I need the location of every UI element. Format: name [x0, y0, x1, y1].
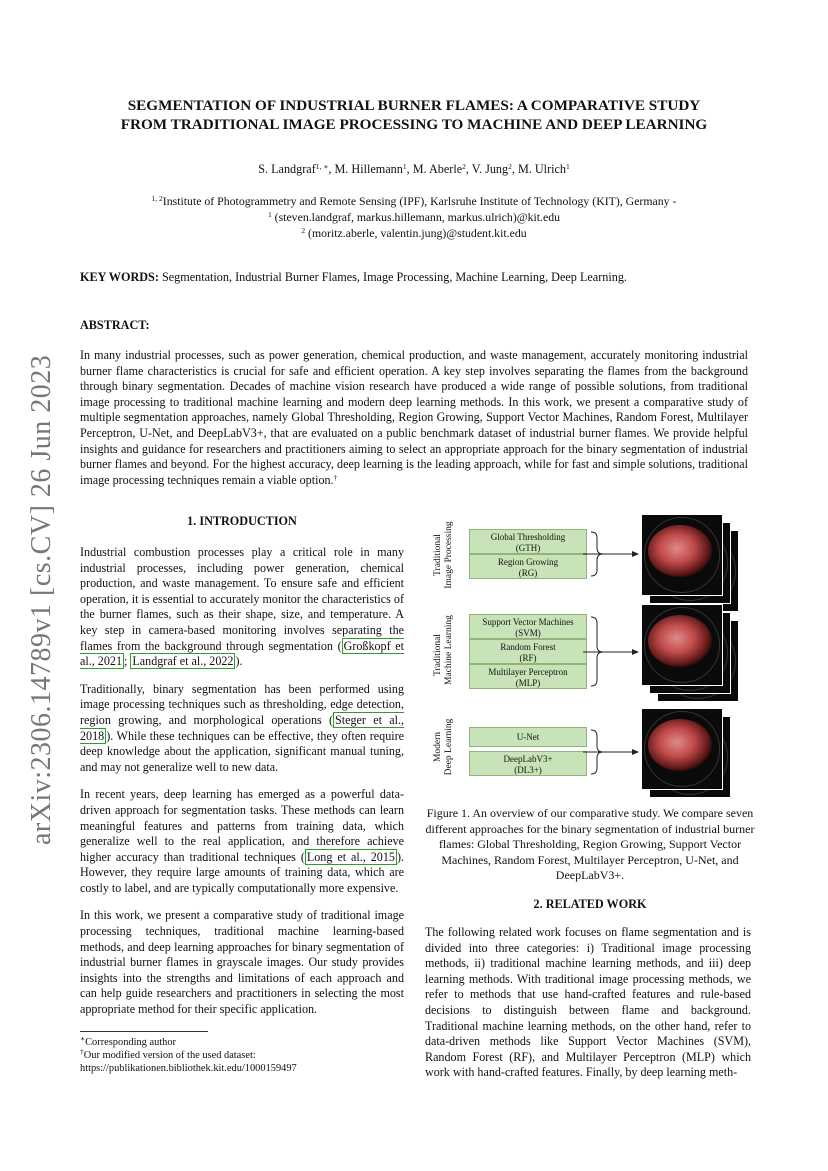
author-sup: 1, ∗ [315, 162, 329, 171]
citation-link[interactable]: Steger et al., 2018 [80, 712, 404, 743]
intro-section [80, 545, 404, 1030]
related-work-heading: 2. RELATED WORK [533, 897, 647, 911]
paper-title [60, 96, 768, 134]
affil-sup: 1, 2 [151, 194, 163, 203]
affil-text: Institute of Photogrammetry and Remote Sensing (IPF), Karlsruhe Institute of Technology (KIT), Germany - [162, 194, 677, 208]
method-name: Random Forest [500, 642, 556, 652]
author-list [60, 162, 768, 177]
footnote-mark: ∗ [80, 1034, 86, 1043]
related-work-section [425, 925, 751, 1093]
footnote-url[interactable]: https://publikationen.bibliothek.kit.edu/1000159497 [80, 1063, 297, 1074]
citation-link[interactable]: Landgraf et al., 2022 [132, 654, 234, 669]
footnote-text: Corresponding author [85, 1037, 177, 1048]
method-name: DeepLabV3+ [503, 754, 553, 764]
method-abbr: (GTH) [515, 543, 541, 553]
method-abbr: (MLP) [515, 678, 541, 688]
method-abbr: (RG) [518, 568, 538, 578]
affil-sup: 1 [267, 210, 272, 219]
group-label-line: Deep Learning [444, 718, 454, 776]
text: Industrial combustion processes play a critical role in many industrial processes, including power generation, chemical production, and waste management. To ensure safe and efficient operation, it is essential to accurately monitor the characteristics of the burner flames, such as their shape, size, and temperature. A key step in camera-based monitoring involves separating the flames from the background through segmentation ( [80, 545, 404, 653]
footnote-text: Our modified version of the used dataset: [83, 1050, 256, 1061]
affiliation-line-2 [60, 209, 768, 225]
related-paragraph-1: The following related work focuses on flame segmentation and is divided into three categories: i) Traditional image processing methods, ii) traditional machine learning methods, and iii) deep learning methods. With traditional image processing methods, we refer to methods that use hand-crafted features and rule-based decisions to distinguish between flame and background. Traditional machine learning methods, on the other hand, refer to data-driven methods like Support Vector Machines (SVM), Random Forest (RF), and Multilayer Perceptron (MLP) which work with hand-crafted features. Finally, by deep learning meth- [425, 925, 751, 1080]
dagger-mark: † [333, 472, 338, 482]
text: Traditionally, binary segmentation has been performed using image processing techniques such as thresholding, edge detection, region growing, and morphological operations ( [80, 681, 404, 727]
method-name: Support Vector Machines [482, 617, 574, 627]
figure-1 [425, 510, 755, 800]
method-abbr: (SVM) [515, 628, 541, 638]
affiliation-line-3 [60, 225, 768, 241]
method-name: Region Growing [497, 557, 559, 567]
author-sup: 1 [402, 162, 407, 171]
affiliations [60, 193, 768, 241]
text: ). While these techniques can be effective, they often require deep knowledge about the application, significant manual tuning, and may not generalize well to new data. [80, 728, 404, 774]
flame-image-front [641, 708, 723, 790]
abstract-heading: ABSTRACT: [80, 318, 150, 332]
author-name: S. Landgraf [258, 162, 316, 176]
method-abbr: (RF) [519, 653, 537, 663]
figure-1-caption: Figure 1. An overview of our comparative study. We compare seven different approaches for the binary segmentation of industrial burner flames: Global Thresholding, Region Growing, Support Vector Machines, Random Forest, Multilayer Perceptron, U-Net, and DeepLabV3+. [425, 806, 755, 883]
author-name: , M. Aberle [406, 162, 463, 176]
text: ; [124, 654, 131, 669]
intro-paragraph-2 [80, 682, 404, 776]
affil-email: (steven.landgraf, markus.hillemann, markus.ulrich)@kit.edu [271, 210, 561, 224]
footnote-mark: † [80, 1047, 84, 1056]
affil-sup: 2 [301, 226, 306, 235]
arrow-head [632, 749, 639, 755]
intro-paragraph-4: In this work, we present a comparative study of traditional image processing techniques, traditional machine learning-based methods, and deep learning approaches for binary segmentation of industrial burner flames in grayscale images. Our study provides insights into the strengths and limitations of each approach and can help guide researchers and practitioners in selecting the most appropriate method for their specific application. [80, 908, 404, 1017]
arrow-head [632, 551, 639, 557]
group-label-line: Traditional [433, 634, 443, 676]
group-label-line: Traditional [433, 534, 443, 576]
title-line-1: SEGMENTATION OF INDUSTRIAL BURNER FLAMES: A COMPARATIVE STUDY [127, 97, 701, 114]
method-name: Global Thresholding [490, 532, 566, 542]
arxiv-identifier: arXiv:2306.14789v1 [cs.CV] 26 Jun 2023 [26, 354, 57, 845]
flame-image-front [641, 604, 723, 686]
arrow-head [632, 649, 639, 655]
abstract-body [80, 348, 748, 488]
abstract-text: In many industrial processes, such as power generation, chemical production, and waste management, accurately monitoring industrial burner flame characteristics is crucial for safe and efficient operation. A key step involves separating the flames from the background through binary segmentation. Decades of machine vision research have produced a wide range of possible solutions, from traditional image processing to traditional machine learning and modern deep learning methods. In this work, we present a comparative study of multiple segmentation approaches, namely Global Thresholding, Region Growing, Support Vector Machines, Random Forest, Multilayer Perceptron, U-Net, and DeepLabV3+, that are evaluated on a public benchmark dataset of industrial burner flames. We provide helpful insights and guidance for researchers and practitioners aiming to select an appropriate approach for the binary segmentation of industrial burner flames and beyond. For the highest accuracy, deep learning is the leading approach, while for fast and simple solutions, traditional image processing techniques remain a viable option. [80, 348, 748, 487]
author-sup: 2 [508, 162, 512, 171]
method-name: U-Net [516, 732, 540, 742]
footnote-rule [80, 1031, 208, 1032]
keywords-label: KEY WORDS: [80, 270, 159, 284]
title-line-2: FROM TRADITIONAL IMAGE PROCESSING TO MACHINE AND DEEP LEARNING [120, 116, 708, 133]
affiliation-line-1 [60, 193, 768, 209]
text: ). [235, 654, 243, 669]
author-name: , M. Ulrich [511, 162, 567, 176]
group-label-line: Image Processing [444, 521, 454, 589]
group-label-line: Modern [433, 731, 443, 763]
author-name: , V. Jung [465, 162, 509, 176]
author-sup: 1 [566, 162, 570, 171]
text: In recent years, deep learning has emerged as a powerful data-driven approach for segmentation tasks. These methods can learn meaningful features and patterns from training data, which generalize well to the real application, and therefore achieve higher accuracy than traditional techniques ( [80, 787, 404, 864]
author-sup: 2 [462, 162, 466, 171]
intro-paragraph-1 [80, 545, 404, 670]
citation-link[interactable]: Long et al., 2015 [306, 849, 395, 864]
footnote-2 [80, 1049, 404, 1062]
keywords [80, 270, 760, 285]
text: ). However, they require large amounts of training data, which are costly to label, and are typically computationally more expensive. [80, 849, 404, 895]
footnote-1 [80, 1036, 404, 1049]
affil-email: (moritz.aberle, valentin.jung)@student.kit.edu [305, 226, 527, 240]
method-abbr: (DL3+) [514, 765, 542, 775]
keywords-text: Segmentation, Industrial Burner Flames, Image Processing, Machine Learning, Deep Learning. [158, 270, 627, 284]
intro-paragraph-3 [80, 787, 404, 896]
citation-link[interactable]: Großkopf et al., 2021 [80, 638, 405, 669]
method-name: Multilayer Perceptron [488, 667, 568, 677]
flame-image-front [641, 514, 723, 596]
group-label-line: Machine Learning [444, 615, 454, 685]
intro-heading: 1. INTRODUCTION [187, 514, 297, 528]
author-name: , M. Hillemann [328, 162, 403, 176]
